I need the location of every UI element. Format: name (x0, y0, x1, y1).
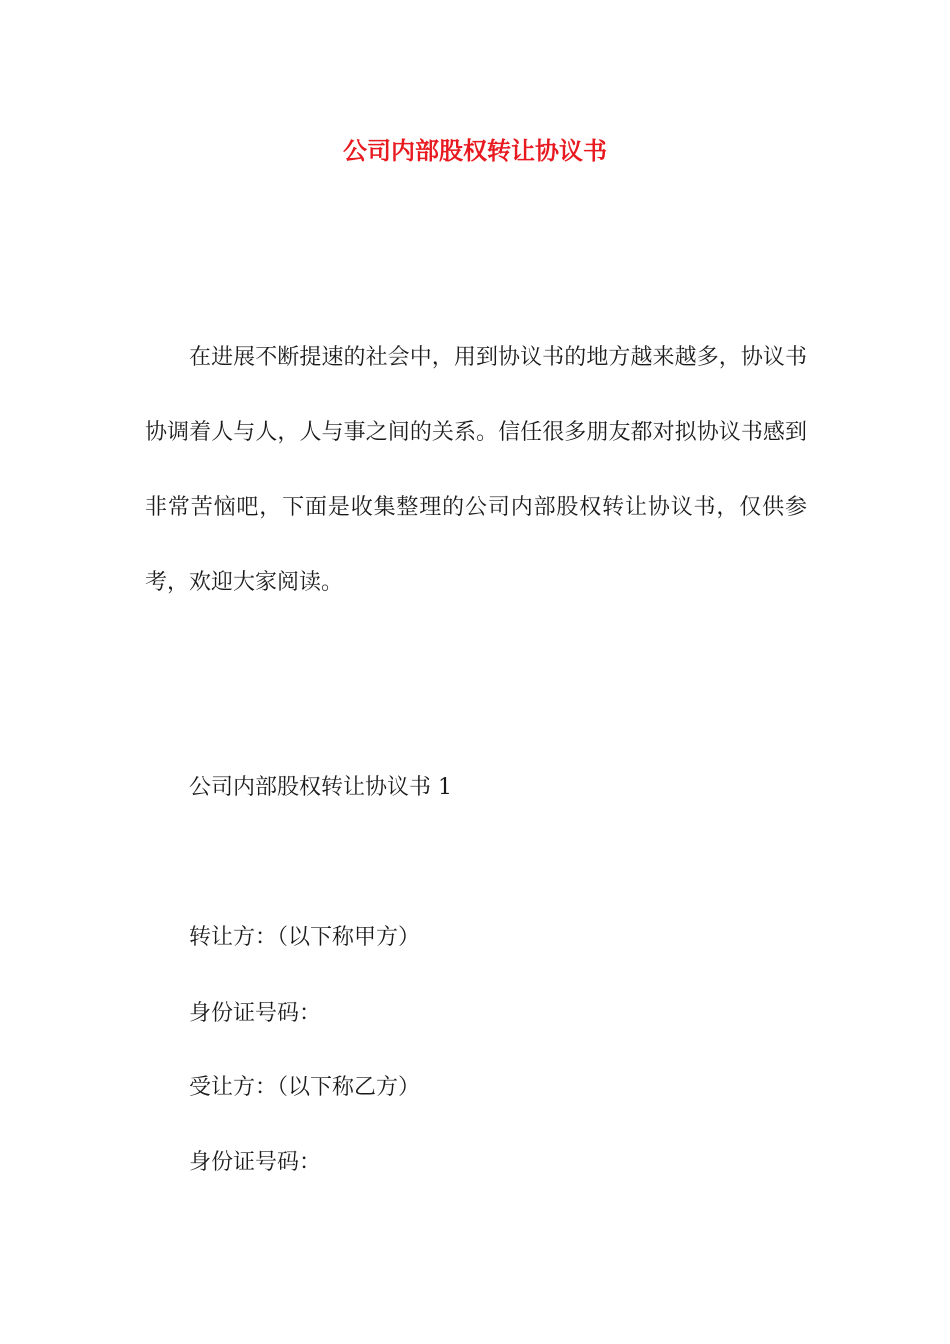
section-heading: 公司内部股权转让协议书 1 (189, 775, 452, 800)
transferee-id-field: 身份证号码： (189, 1150, 322, 1175)
document-title: 公司内部股权转让协议书 (343, 136, 607, 165)
transferor-id-field: 身份证号码： (189, 1001, 322, 1026)
intro-paragraph: 在进展不断提速的社会中，用到协议书的地方越来越多，协议书协调着人与人，人与事之间的关系。信任很多朋友都对拟协议书感到非常苦恼吧，下面是收集整理的公司内部股权转让协议书，仅供参考，欢迎大家阅读。 (145, 345, 807, 595)
transferor-field: 转让方：（以下称甲方） (189, 925, 421, 950)
transferee-field: 受让方：（以下称乙方） (189, 1075, 421, 1100)
